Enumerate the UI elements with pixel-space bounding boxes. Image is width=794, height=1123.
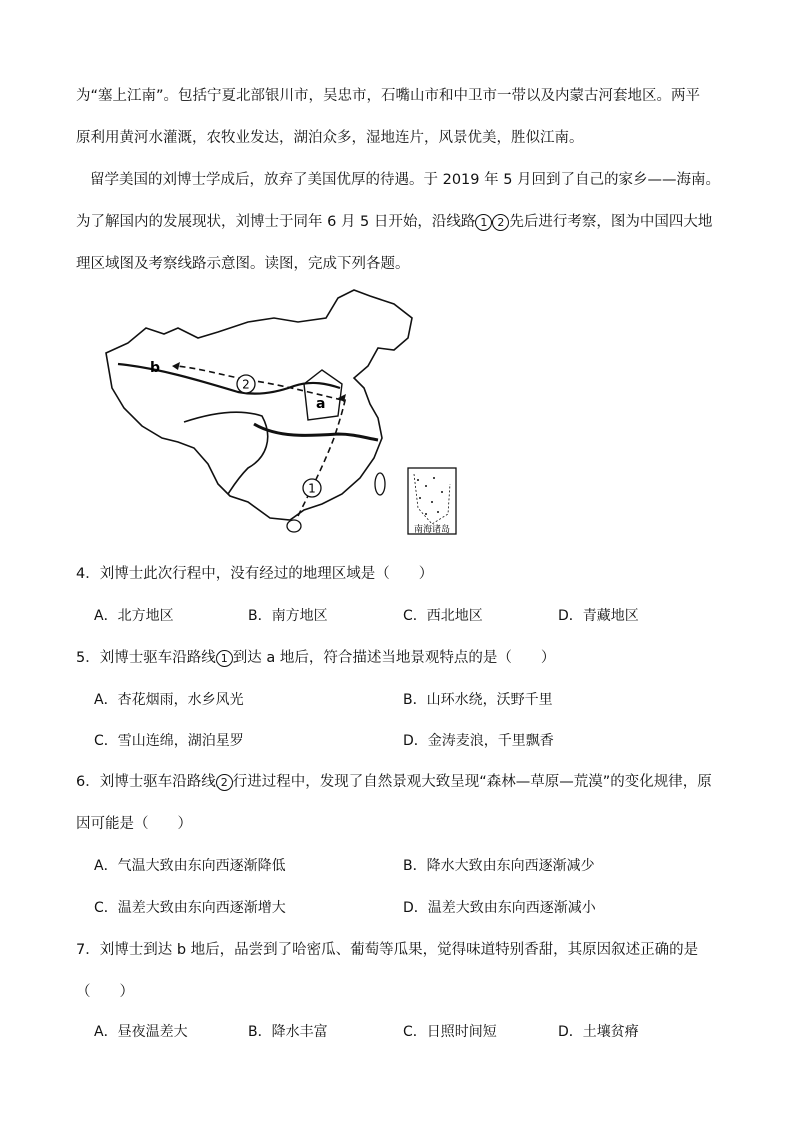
north-region-boundary: [304, 370, 342, 420]
china-region-map: [98, 288, 460, 538]
q6-route-2-marker: 2: [216, 774, 233, 791]
q4-option-c[interactable]: C．西北地区: [403, 608, 483, 624]
intro-line-2: 原利用黄河水灌溉，农牧业发达，湖泊众多，湿地连片，风景优美，胜似江南。: [76, 130, 584, 146]
china-outline: [106, 290, 412, 520]
q7-option-c[interactable]: C．日照时间短: [403, 1024, 497, 1040]
taiwan-island: [375, 473, 385, 495]
route-1-marker: 1: [475, 214, 492, 231]
route-1-label: 1: [308, 481, 316, 496]
q5-stem: [76, 648, 555, 668]
q5-option-d[interactable]: D．金涛麦浪，千里飘香: [403, 733, 554, 749]
q7-option-b[interactable]: B．降水丰富: [248, 1024, 328, 1040]
inset-label: 南海诸岛: [413, 525, 451, 535]
hainan-island: [287, 520, 301, 532]
q5-option-c[interactable]: C．雪山连绵，湖泊星罗: [94, 733, 244, 749]
q7-option-a[interactable]: A．昼夜温差大: [94, 1024, 188, 1040]
q4-option-b[interactable]: B．南方地区: [248, 608, 328, 624]
stem-line-1: 留学美国的刘博士学成后，放弃了美国优厚的待遇。于 2019 年 5 月回到了自己的家乡——海南。: [90, 172, 721, 188]
q5-option-a[interactable]: A．杏花烟雨，水乡风光: [94, 692, 244, 708]
q6-stem-2: 因可能是（ ）: [76, 816, 192, 832]
q6-option-c[interactable]: C．温差大致由东向西逐渐增大: [94, 900, 286, 916]
q7-option-d[interactable]: D．土壤贫瘠: [558, 1024, 639, 1040]
q4-stem: 4．刘博士此次行程中，没有经过的地理区域是（ ）: [76, 566, 434, 582]
q6-stem-a: 6．刘博士驱车沿路线: [76, 774, 216, 790]
stem-line-2-a: 为了解国内的发展现状，刘博士于同年 6 月 5 日开始，沿线路: [76, 214, 476, 230]
stem-line-3: 理区域图及考察线路示意图。读图，完成下列各题。: [76, 256, 410, 272]
q5-stem-a: 5．刘博士驱车沿路线: [76, 650, 216, 666]
stem-line-2-b: 先后进行考察，图为中国四大地: [509, 214, 713, 230]
q5-route-1-marker: 1: [216, 650, 233, 667]
intro-line-1: 为“塞上江南”。包括宁夏北部银川市，吴忠市，石嘴山市和中卫市一带以及内蒙古河套地区。两平: [76, 88, 701, 104]
q6-option-b[interactable]: B．降水大致由东向西逐渐减少: [403, 858, 595, 874]
qinling-huaihe-line: [254, 424, 378, 440]
point-b-marker: [172, 362, 180, 370]
q6-stem-b: 行进过程中，发现了自然景观大致呈现“森林—草原—荒漠”的变化规律，原: [232, 774, 712, 790]
label-b: b: [150, 360, 161, 376]
q6-option-a[interactable]: A．气温大致由东向西逐渐降低: [94, 858, 286, 874]
label-a: a: [316, 396, 326, 412]
route-2-marker: 2: [492, 214, 509, 231]
q7-stem-2: （ ）: [76, 984, 134, 1000]
q5-option-b[interactable]: B．山环水绕，沃野千里: [403, 692, 553, 708]
q4-option-d[interactable]: D．青藏地区: [558, 608, 639, 624]
q7-stem: 7．刘博士到达 b 地后，品尝到了哈密瓜、葡萄等瓜果，觉得味道特别香甜，其原因叙述正确的是: [76, 942, 699, 958]
q6-option-d[interactable]: D．温差大致由东向西逐渐减小: [403, 900, 596, 916]
q5-stem-b: 到达 a 地后，符合描述当地景观特点的是（ ）: [232, 650, 556, 666]
q6-stem: [76, 772, 712, 792]
route-2-label: 2: [242, 377, 250, 392]
q4-option-a[interactable]: A．北方地区: [94, 608, 174, 624]
stem-line-2: [76, 212, 712, 232]
